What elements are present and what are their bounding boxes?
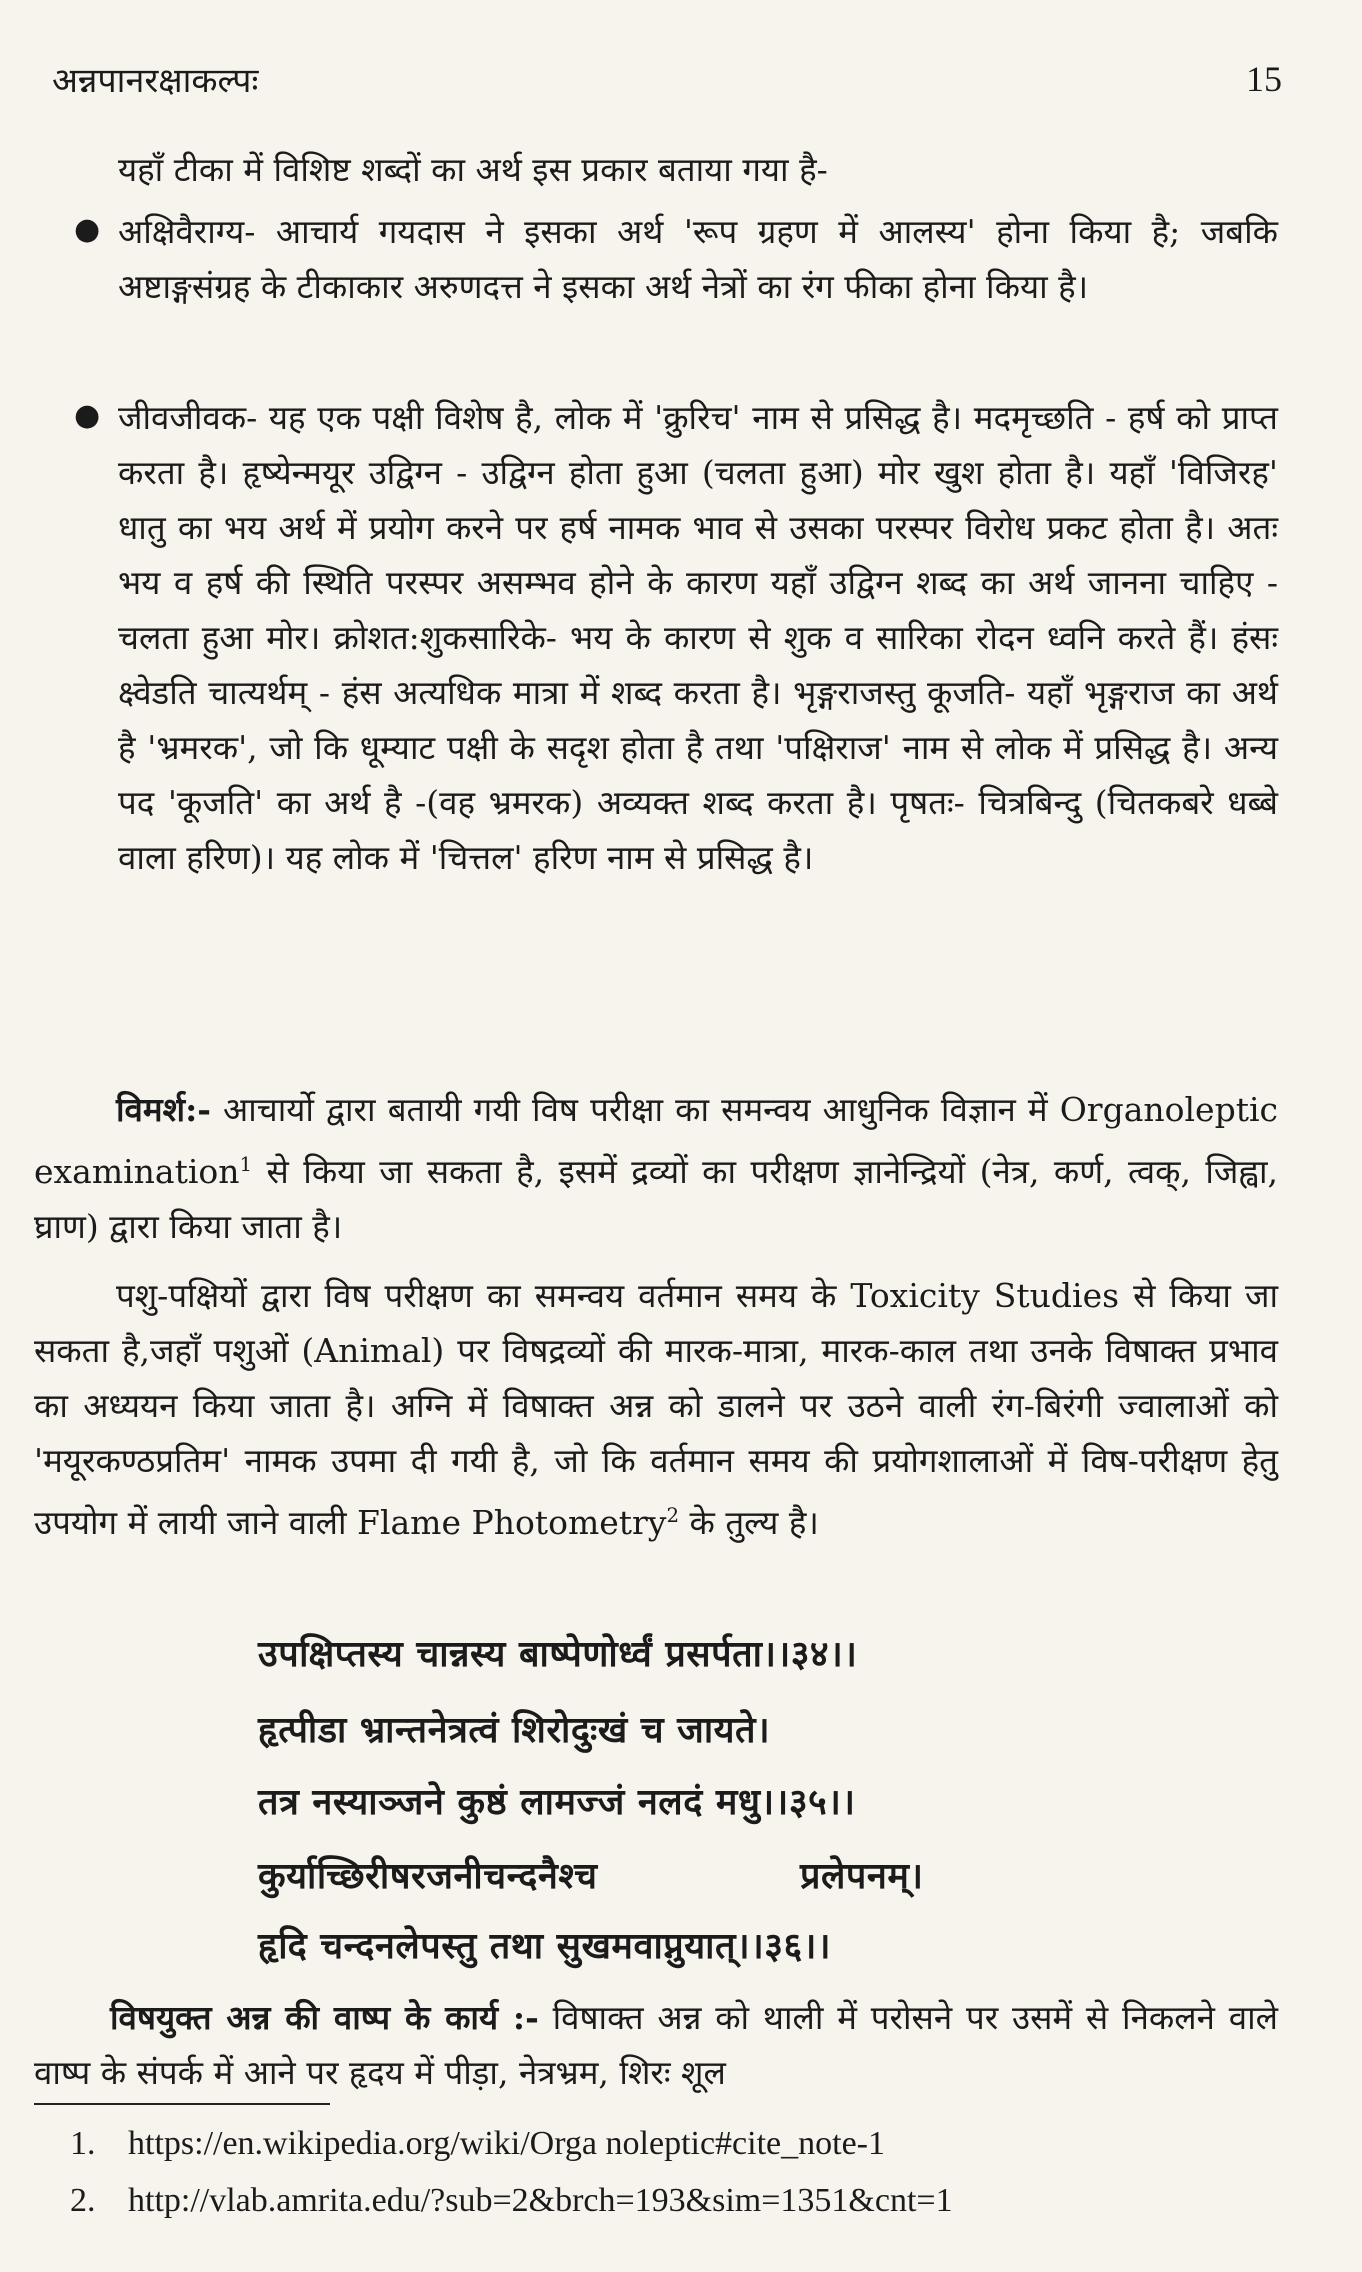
footnote-ref: 2 xyxy=(666,1504,680,1527)
verse-line: हृत्पीडा भ्रान्तनेत्रत्वं शिरोदुःखं च जायते। xyxy=(258,1709,771,1751)
footnote-link[interactable]: http://vlab.amrita.edu/?sub=2&brch=193&sim=1351&cnt=1 xyxy=(128,2182,953,2219)
footnote-link[interactable]: https://en.wikipedia.org/wiki/Orga noleptic#cite_note-1 xyxy=(128,2125,885,2162)
footnote-item xyxy=(70,2125,885,2163)
verse-line: कुर्याच्छिरीषरजनीचन्दनैश्च xyxy=(258,1855,598,1897)
footnote-divider xyxy=(34,2103,330,2105)
vapour-effects-label: विषयुक्त अन्न की वाष्प के कार्य :- xyxy=(110,1998,539,2037)
vapour-effects-text: विषाक्त अन्न को थाली में परोसने पर उसमें से निकलने वाले वाष्प के संपर्क में आने पर हृदय में पीड़ा, नेत्रभ्रम, शिरः शूल xyxy=(34,1998,1278,2092)
page-number: 15 xyxy=(1246,59,1282,99)
running-header: अन्नपानरक्षाकल्पः xyxy=(52,61,259,101)
footnote-number: 1. xyxy=(70,2125,96,2162)
animal-study-paragraph xyxy=(34,1268,1278,1550)
vapour-effects-paragraph xyxy=(34,1990,1278,2100)
footnote-ref: 1 xyxy=(239,1153,253,1176)
intro-text: यहाँ टीका में विशिष्ट शब्दों का अर्थ इस प्रकार बताया गया है- xyxy=(118,150,828,189)
animal-text-b: के तुल्य है। xyxy=(679,1503,819,1542)
verse-line: उपक्षिप्तस्य चान्नस्य बाष्पेणोर्ध्वं प्रसर्पता।।३४।। xyxy=(258,1633,858,1675)
vimarsha-text-b: से किया जा सकता है, इसमें द्रव्यों का परीक्षण ज्ञानेन्द्रियों (नेत्र, कर्ण, त्वक्, जिह्वा, घ्राण) द्वारा किया जाता है। xyxy=(34,1152,1278,1246)
vimarsha-text-a: आचार्यो द्वारा बतायी गयी विष परीक्षा का समन्वय आधुनिक विज्ञान में Organoleptic examination xyxy=(34,1090,1278,1191)
footnote-number: 2. xyxy=(70,2182,96,2219)
vimarsha-paragraph xyxy=(34,1082,1278,1254)
bullet-icon: ● xyxy=(74,398,101,433)
animal-text-a: पशु-पक्षियों द्वारा विष परीक्षण का समन्वय वर्तमान समय के Toxicity Studies से किया जा सकता है,जहाँ पशुओं (Animal) पर विषद्रव्यों की मारक-मात्रा, मारक-काल तथा उनके विषाक्त प्रभाव का अध्ययन किया जाता है। अग्नि में विषाक्त अन्न को डालने पर उठने वाली रंग-बिरंगी ज्वालाओं को 'मयूरकण्ठप्रतिम' नामक उपमा दी गयी है, जो कि वर्तमान समय की प्रयोगशालाओं में विष-परीक्षण हेतु उपयोग में लायी जाने वाली Flame Photometry xyxy=(34,1276,1278,1542)
bullet-item-jivajivaka: जीवजीवक- यह एक पक्षी विशेष है, लोक में 'क्रुरिच' नाम से प्रसिद्ध है। मदमृच्छति - हर्ष को प्राप्त करता है। हृष्येन्मयूर उद्विग्न - उद्विग्न होता हुआ (चलता हुआ) मोर खुश होता है। यहाँ 'विजिरह' धातु का भय अर्थ में प्रयोग करने पर हर्ष नामक भाव से उसका परस्पर विरोध प्रकट होता है। अतः भय व हर्ष की स्थिति परस्पर असम्भव होने के कारण यहाँ उद्विग्न शब्द का अर्थ जानना चाहिए - चलता हुआ मोर। क्रोशत:शुकसारिके- भय के कारण से शुक व सारिका रोदन ध्वनि करते हैं। हंसः क्ष्वेडति चात्यर्थम् - हंस अत्यधिक मात्रा में शब्द करता है। भृङ्गराजस्तु कूजति- यहाँ भृङ्गराज का अर्थ है 'भ्रमरक', जो कि धूम्याट पक्षी के सदृश होता है तथा 'पक्षिराज' नाम से लोक में प्रसिद्ध है। अन्य पद 'कूजति' का अर्थ है -(वह भ्रमरक) अव्यक्त शब्द करता है। पृषतः- चित्रबिन्दु (चितकबरे धब्बे वाला हरिण)। यह लोक में 'चित्तल' हरिण नाम से प्रसिद्ध है। xyxy=(118,398,1278,877)
footnote-item xyxy=(70,2182,953,2220)
verse-line: हृदि चन्दनलेपस्तु तथा सुखमवाप्नुयात्।।३६।। xyxy=(258,1925,832,1967)
bullet-item-akshivairagya: अक्षिवैराग्य- आचार्य गयदास ने इसका अर्थ 'रूप ग्रहण में आलस्य' होना किया है; जबकि अष्टाङ्गसंग्रह के टीकाकार अरुणदत्त ने इसका अर्थ नेत्रों का रंग फीका होना किया है। xyxy=(118,212,1278,306)
vimarsha-label: विमर्श:- xyxy=(116,1090,211,1129)
bullet-icon: ● xyxy=(74,212,101,247)
verse-line: तत्र नस्याञ्जने कुष्ठं लामज्जं नलदं मधु।।३५।। xyxy=(258,1781,856,1823)
verse-line: प्रलेपनम्। xyxy=(800,1855,924,1897)
